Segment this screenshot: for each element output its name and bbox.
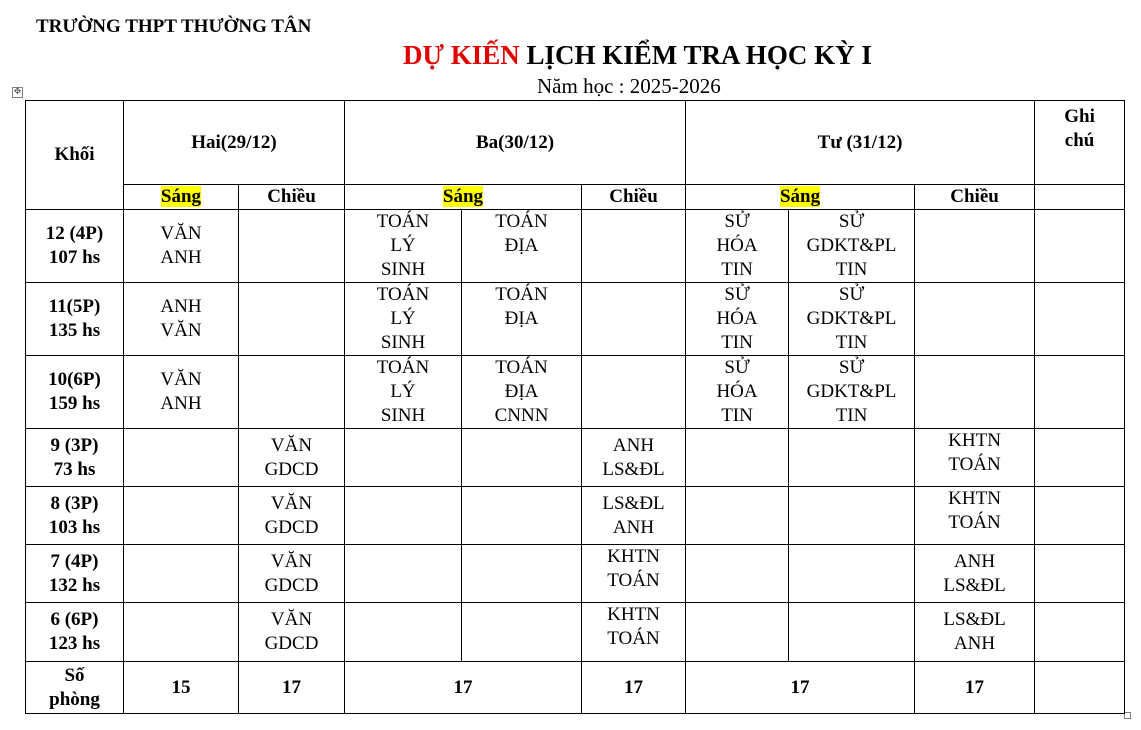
header-day-tue: Ba(30/12) [345, 101, 686, 185]
grade-cell: 10(6P) 159 hs [26, 356, 124, 429]
subject-cell: LS&ĐL ANH [582, 487, 686, 545]
rooms-count: 17 [686, 662, 915, 714]
rooms-count: 17 [239, 662, 345, 714]
note-cell [1035, 545, 1125, 603]
header-khoi: Khối [26, 101, 124, 210]
subject-cell [582, 283, 686, 356]
subject-cell [582, 356, 686, 429]
subject-cell [239, 356, 345, 429]
table-row [26, 210, 1125, 283]
subject-cell: SỬ GDKT&PL TIN [789, 210, 915, 283]
page-title [403, 40, 872, 71]
table-row [26, 356, 1125, 429]
session-wed-afternoon: Chiều [915, 185, 1035, 210]
table-row [26, 487, 1125, 545]
grade-cell: 9 (3P) 73 hs [26, 429, 124, 487]
subject-cell: TOÁN ĐỊA [462, 210, 582, 283]
subject-cell [686, 429, 789, 487]
subject-cell [462, 603, 582, 662]
subject-cell [789, 487, 915, 545]
rooms-count: 15 [124, 662, 239, 714]
rooms-count: 17 [582, 662, 686, 714]
subject-cell: VĂN GDCD [239, 429, 345, 487]
subject-cell [462, 487, 582, 545]
session-tue-afternoon: Chiều [582, 185, 686, 210]
subject-cell: TOÁN LÝ SINH [345, 283, 462, 356]
subject-cell [345, 487, 462, 545]
subject-cell [345, 545, 462, 603]
table-row [26, 545, 1125, 603]
subject-cell [124, 487, 239, 545]
subject-cell [239, 210, 345, 283]
table-row [26, 429, 1125, 487]
note-cell [1035, 603, 1125, 662]
table-row [26, 603, 1125, 662]
title-text: LỊCH KIỂM TRA HỌC KỲ I [519, 40, 872, 70]
subject-cell [789, 429, 915, 487]
school-year: Năm học : 2025-2026 [537, 74, 721, 98]
subject-cell: SỬ GDKT&PL TIN [789, 283, 915, 356]
header-note: Ghi chú [1035, 101, 1125, 185]
table-move-handle-icon[interactable]: ✥ [13, 87, 22, 97]
subject-cell: KHTN TOÁN [582, 603, 686, 662]
title-highlight: DỰ KIẾN [403, 40, 520, 70]
subject-cell [915, 210, 1035, 283]
table-row [26, 283, 1125, 356]
rooms-row [26, 662, 1125, 714]
subject-cell [686, 603, 789, 662]
subject-cell [462, 545, 582, 603]
subject-cell [915, 356, 1035, 429]
subject-cell [686, 487, 789, 545]
header-row [26, 101, 1125, 185]
grade-cell: 12 (4P) 107 hs [26, 210, 124, 283]
subject-cell: SỬ GDKT&PL TIN [789, 356, 915, 429]
subject-cell: TOÁN ĐỊA [462, 283, 582, 356]
subject-cell [239, 283, 345, 356]
note-cell [1035, 283, 1125, 356]
rooms-count: 17 [915, 662, 1035, 714]
subject-cell [582, 210, 686, 283]
subject-cell [789, 545, 915, 603]
subject-cell: TOÁN LÝ SINH [345, 356, 462, 429]
subject-cell [345, 429, 462, 487]
rooms-count: 17 [345, 662, 582, 714]
subject-cell [124, 545, 239, 603]
subject-cell: VĂN ANH [124, 356, 239, 429]
subject-cell [124, 429, 239, 487]
subject-cell: KHTN TOÁN [915, 429, 1035, 487]
note-cell [1035, 356, 1125, 429]
subject-cell [345, 603, 462, 662]
session-mon-afternoon: Chiều [239, 185, 345, 210]
subject-cell: ANH LS&ĐL [915, 545, 1035, 603]
subject-cell: VĂN GDCD [239, 487, 345, 545]
subject-cell: ANH LS&ĐL [582, 429, 686, 487]
session-note [1035, 185, 1125, 210]
subject-cell [789, 603, 915, 662]
subject-cell: TOÁN ĐỊA CNNN [462, 356, 582, 429]
subject-cell: ANH VĂN [124, 283, 239, 356]
subject-cell: SỬ HÓA TIN [686, 356, 789, 429]
subject-cell: SỬ HÓA TIN [686, 283, 789, 356]
note-cell [1035, 210, 1125, 283]
subject-cell: VĂN ANH [124, 210, 239, 283]
subject-cell [462, 429, 582, 487]
subject-cell: LS&ĐL ANH [915, 603, 1035, 662]
subject-cell [915, 283, 1035, 356]
subject-cell [686, 545, 789, 603]
session-tue-morning: Sáng [345, 185, 582, 210]
subject-cell: TOÁN LÝ SINH [345, 210, 462, 283]
grade-cell: 8 (3P) 103 hs [26, 487, 124, 545]
grade-cell: 6 (6P) 123 hs [26, 603, 124, 662]
session-wed-morning: Sáng [686, 185, 915, 210]
grade-cell: 7 (4P) 132 hs [26, 545, 124, 603]
note-cell [1035, 662, 1125, 714]
subject-cell: KHTN TOÁN [582, 545, 686, 603]
subject-cell: VĂN GDCD [239, 603, 345, 662]
session-row [26, 185, 1125, 210]
session-mon-morning: Sáng [124, 185, 239, 210]
exam-schedule-table [25, 100, 1125, 714]
header-day-mon: Hai(29/12) [124, 101, 345, 185]
header-day-wed: Tư (31/12) [686, 101, 1035, 185]
note-cell [1035, 487, 1125, 545]
subject-cell: KHTN TOÁN [915, 487, 1035, 545]
subject-cell [124, 603, 239, 662]
rooms-label: Số phòng [26, 662, 124, 714]
subject-cell: SỬ HÓA TIN [686, 210, 789, 283]
note-cell [1035, 429, 1125, 487]
school-name: TRƯỜNG THPT THƯỜNG TÂN [36, 16, 312, 37]
subject-cell: VĂN GDCD [239, 545, 345, 603]
grade-cell: 11(5P) 135 hs [26, 283, 124, 356]
